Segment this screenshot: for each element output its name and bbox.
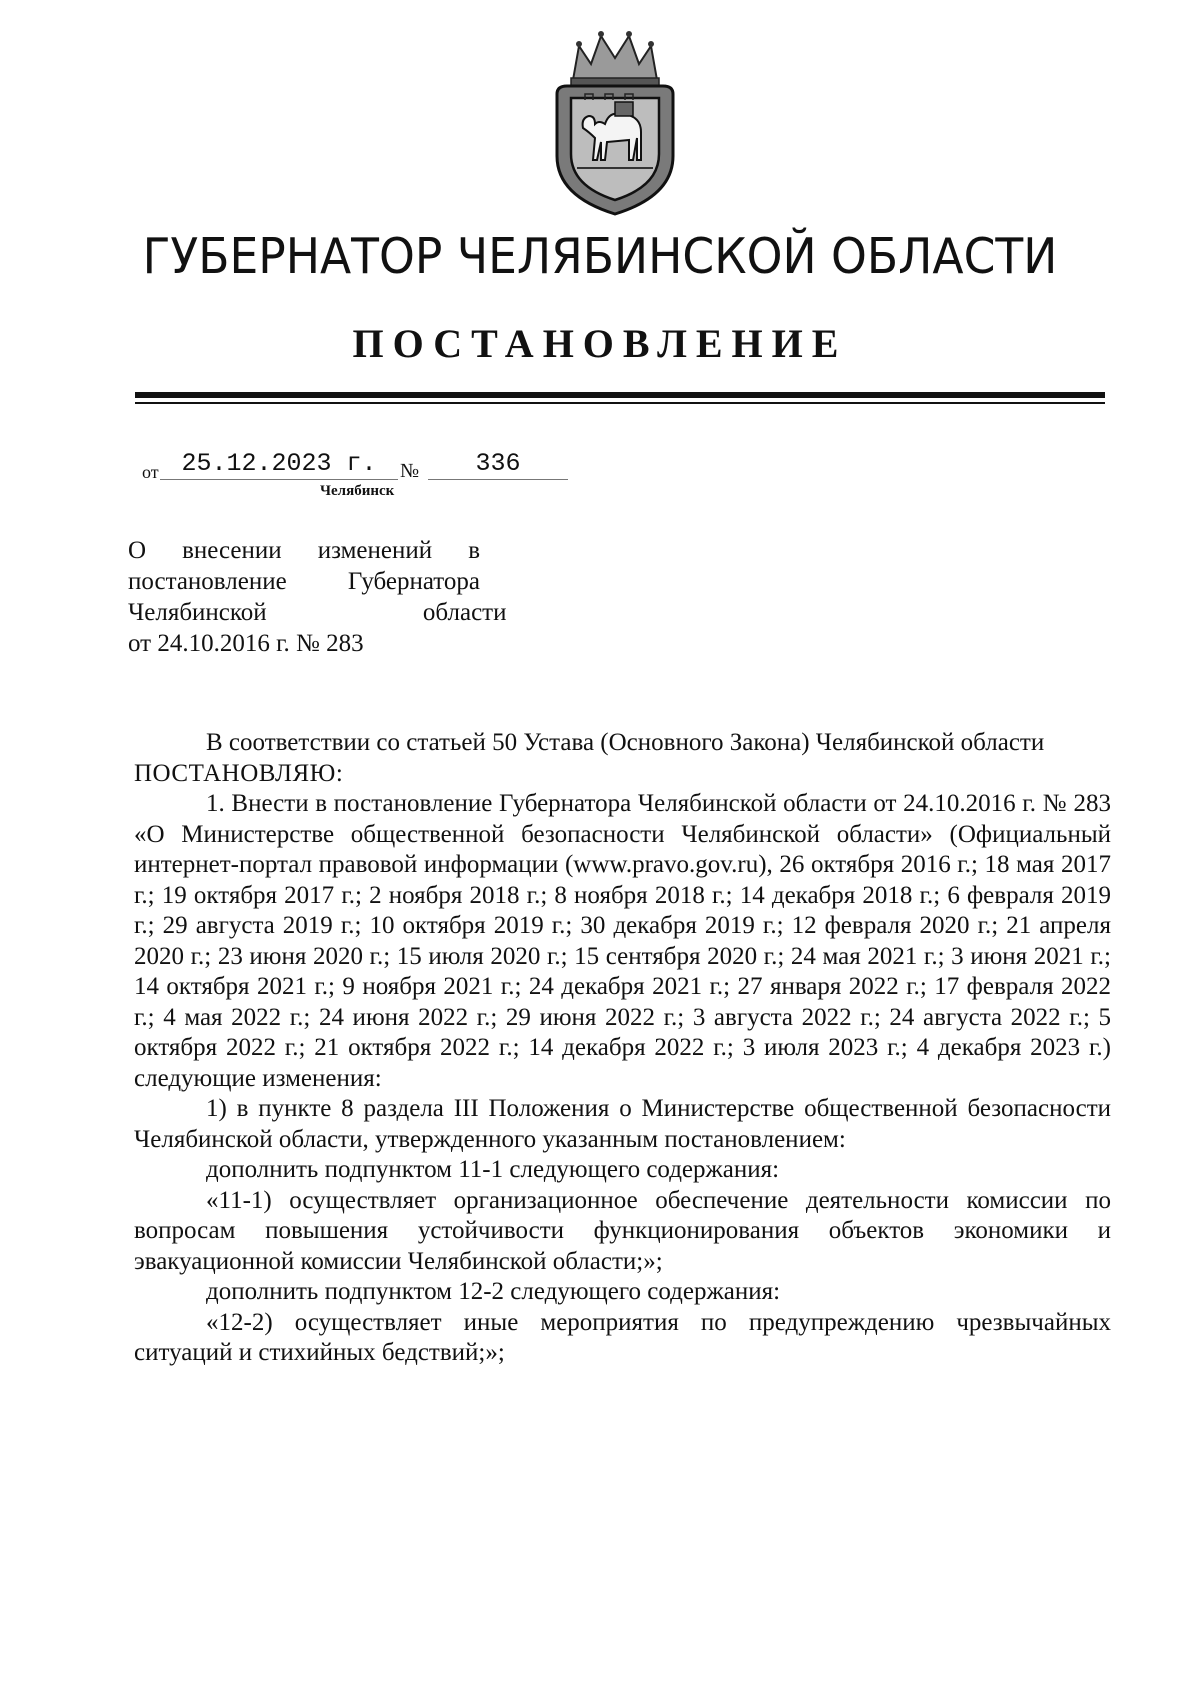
document-subject: [128, 535, 507, 659]
subitem-1-paragraph: 1) в пункте 8 раздела III Положения о Министерстве общественной безопасности Челябинской области, утвержденного указанным постановлением:: [134, 1095, 1111, 1153]
subject-line: от 24.10.2016 г. № 283: [128, 630, 364, 657]
subject-line: постановление Губернатора: [128, 568, 480, 595]
addition-paragraph: дополнить подпунктом 12-2 следующего содержания:: [206, 1278, 781, 1305]
preamble-paragraph: В соответствии со статьей 50 Устава (Основного Закона) Челябинской области: [206, 729, 1045, 756]
number-label: №: [400, 460, 420, 482]
issuing-authority: ГУБЕРНАТОР ЧЕЛЯБИНСКОЙ ОБЛАСТИ: [142, 228, 1058, 285]
item-1-paragraph: 1. Внести в постановление Губернатора Челябинской области от 24.10.2016 г. № 283 «О Министерстве общественной безопасности Челябинской области» (Официальный интернет-портал правовой информации (www.pravo.gov.ru), 26 октября 2016 г.; 18 мая 2017 г.; 19 октября 2017 г.; 2 ноября 2018 г.; 8 ноября 2018 г.; 14 декабря 2018 г.; 6 февраля 2019 г.; 29 августа 2019 г.; 10 октября 2019 г.; 30 декабря 2019 г.; 12 февраля 2020 г.; 21 апреля 2020 г.; 23 июня 2020 г.; 15 июля 2020 г.; 15 сентября 2020 г.; 24 мая 2021 г.; 3 июня 2021 г.; 14 октября 2021 г.; 9 ноября 2021 г.; 24 декабря 2021 г.; 27 января 2022 г.; 17 февраля 2022 г.; 4 мая 2022 г.; 24 июня 2022 г.; 29 июня 2022 г.; 3 августа 2022 г.; 24 августа 2022 г.; 5 октября 2022 г.; 21 октября 2022 г.; 14 декабря 2022 г.; 3 июля 2023 г.; 4 декабря 2023 г.) следующие изменения:: [134, 790, 1111, 1092]
coat-of-arms-icon: [545, 28, 685, 218]
quoted-subitem-paragraph: «12-2) осуществляет иные мероприятия по предупреждению чрезвычайных ситуаций и стихийных бедствий;»;: [134, 1308, 1111, 1366]
document-number: 336: [428, 449, 568, 480]
document-type: ПОСТАНОВЛЕНИЕ: [352, 321, 848, 366]
resolve-heading: ПОСТАНОВЛЯЮ:: [134, 759, 344, 787]
subject-line: О внесении изменений в: [128, 537, 480, 564]
addition-paragraph: дополнить подпунктом 11-1 следующего содержания:: [206, 1156, 780, 1183]
subject-line: Челябинской области: [128, 599, 507, 626]
header-divider-thick: [135, 392, 1105, 398]
document-date: 25.12.2023 г.: [160, 449, 398, 480]
date-label: от: [142, 462, 159, 482]
quoted-subitem-paragraph: «11-1) осуществляет организационное обеспечение деятельности комиссии по вопросам повышения устойчивости функционирования объектов экономики и эвакуационной комиссии Челябинской области;»;: [134, 1186, 1111, 1275]
place-of-issue: Челябинск: [320, 483, 395, 499]
document-body: [134, 728, 1111, 1369]
header-divider-thin: [135, 402, 1105, 404]
